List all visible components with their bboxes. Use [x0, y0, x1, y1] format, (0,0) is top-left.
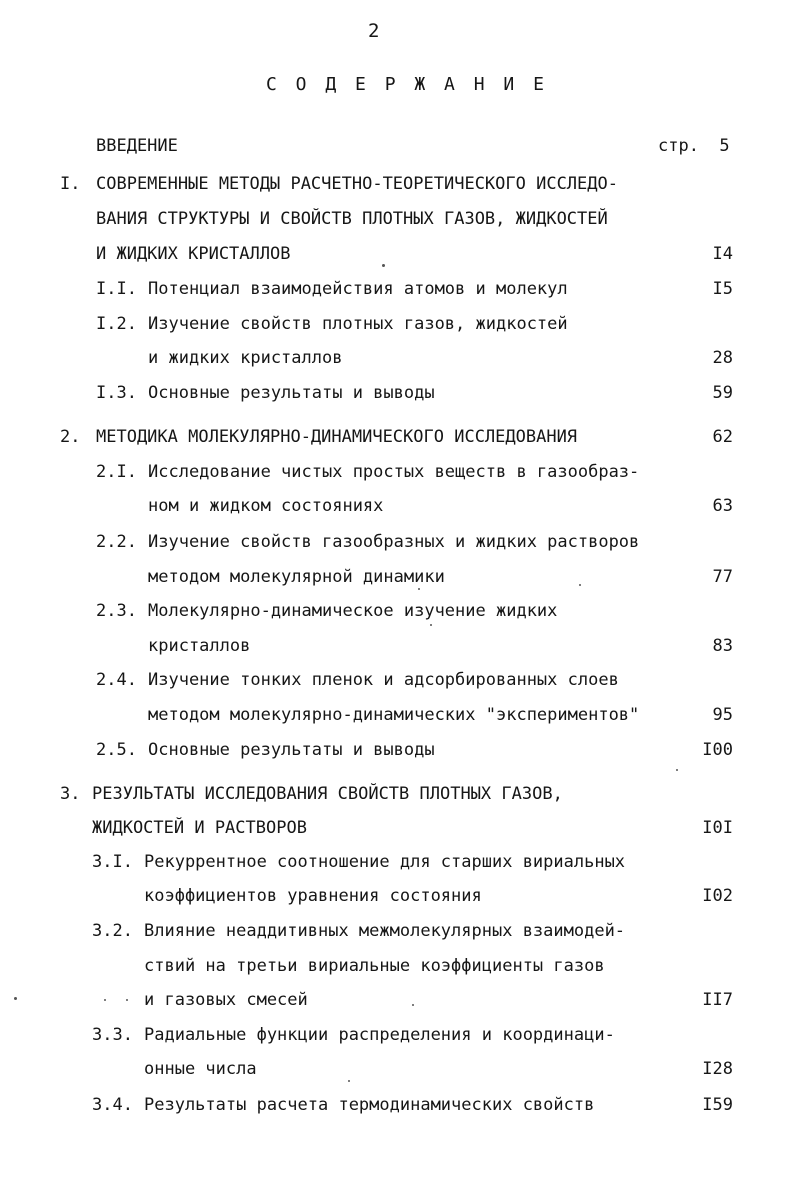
scan-speck [430, 624, 432, 626]
subsection-title-line: ном и жидком состояниях [148, 496, 384, 516]
section-title-line: ВАНИЯ СТРУКТУРЫ И СВОЙСТВ ПЛОТНЫХ ГАЗОВ, ЖИДКОСТЕЙ [96, 209, 608, 229]
scan-speck [104, 999, 106, 1001]
subsection-title-line: онные числа [144, 1059, 257, 1079]
section-page: I4 [712, 244, 733, 264]
subsection-title-line: Изучение свойств газообразных и жидких растворов [148, 532, 640, 552]
subsection-page: 59 [712, 383, 733, 403]
subsection-number: 3.2. [92, 921, 133, 941]
scan-speck [412, 1004, 414, 1006]
subsection-title-line: Результаты расчета термодинамических свойств [144, 1095, 595, 1115]
subsection-page: 63 [712, 496, 733, 516]
subsection-page: 83 [712, 636, 733, 656]
subsection-page: 95 [712, 705, 733, 725]
section-number: 2. [60, 427, 81, 447]
subsection-title-line: Основные результаты и выводы [148, 383, 435, 403]
subsection-page: 28 [712, 348, 733, 368]
subsection-number: 2.I. [96, 462, 137, 482]
subsection-page: I59 [702, 1095, 733, 1115]
subsection-title-line: Молекулярно-динамическое изучение жидких [148, 601, 558, 621]
page-number: 2 [368, 20, 380, 42]
subsection-number: 3.I. [92, 852, 133, 872]
subsection-number: 3.3. [92, 1025, 133, 1045]
section-number: I. [60, 174, 81, 194]
section-page: I0I [702, 818, 733, 838]
subsection-number: 2.3. [96, 601, 137, 621]
subsection-title-line: Рекуррентное соотношение для старших вириальных [144, 852, 626, 872]
subsection-number: I.I. [96, 279, 137, 299]
toc-heading: С О Д Е Р Ж А Н И Е [266, 74, 548, 95]
scan-speck [579, 584, 581, 586]
intro-page: стр. 5 [658, 136, 730, 156]
subsection-title-line: методом молекулярно-динамических "экспериментов" [148, 705, 640, 725]
intro-label: ВВЕДЕНИЕ [96, 136, 178, 156]
section-title-line: РЕЗУЛЬТАТЫ ИССЛЕДОВАНИЯ СВОЙСТВ ПЛОТНЫХ ГАЗОВ, [92, 784, 563, 804]
scan-speck [126, 999, 128, 1001]
subsection-title-line: Потенциал взаимодействия атомов и молекул [148, 279, 568, 299]
subsection-page: I02 [702, 886, 733, 906]
scan-speck [14, 997, 17, 1000]
subsection-number: 2.5. [96, 740, 137, 760]
subsection-title-line: и газовых смесей [144, 990, 308, 1010]
section-title-line: МЕТОДИКА МОЛЕКУЛЯРНО-ДИНАМИЧЕСКОГО ИССЛЕДОВАНИЯ [96, 427, 578, 447]
scan-speck [382, 264, 385, 267]
subsection-number: I.2. [96, 314, 137, 334]
subsection-title-line: и жидких кристаллов [148, 348, 343, 368]
subsection-number: 3.4. [92, 1095, 133, 1115]
subsection-title-line: методом молекулярной динамики [148, 567, 445, 587]
section-number: 3. [60, 784, 81, 804]
subsection-number: 2.4. [96, 670, 137, 690]
subsection-page: 77 [712, 567, 733, 587]
scan-speck [348, 1080, 350, 1082]
subsection-title-line: Изучение свойств плотных газов, жидкостей [148, 314, 568, 334]
scan-speck [676, 769, 678, 771]
subsection-page: II7 [702, 990, 733, 1010]
section-title-line: СОВРЕМЕННЫЕ МЕТОДЫ РАСЧЕТНО-ТЕОРЕТИЧЕСКОГО ИССЛЕДО- [96, 174, 618, 194]
scan-speck [418, 588, 420, 590]
section-title-line: ЖИДКОСТЕЙ И РАСТВОРОВ [92, 818, 307, 838]
subsection-title-line: коэффициентов уравнения состояния [144, 886, 482, 906]
subsection-title-line: кристаллов [148, 636, 251, 656]
subsection-title-line: Радиальные функции распределения и координаци- [144, 1025, 615, 1045]
subsection-number: I.3. [96, 383, 137, 403]
subsection-page: I00 [702, 740, 733, 760]
subsection-page: I5 [712, 279, 733, 299]
subsection-title-line: Влияние неаддитивных межмолекулярных взаимодей- [144, 921, 626, 941]
subsection-title-line: Основные результаты и выводы [148, 740, 435, 760]
section-page: 62 [712, 427, 733, 447]
subsection-title-line: ствий на третьи вириальные коэффициенты газов [144, 956, 605, 976]
subsection-number: 2.2. [96, 532, 137, 552]
subsection-title-line: Изучение тонких пленок и адсорбированных слоев [148, 670, 619, 690]
section-title-line: И ЖИДКИХ КРИСТАЛЛОВ [96, 244, 291, 264]
subsection-page: I28 [702, 1059, 733, 1079]
subsection-title-line: Исследование чистых простых веществ в газообраз- [148, 462, 640, 482]
